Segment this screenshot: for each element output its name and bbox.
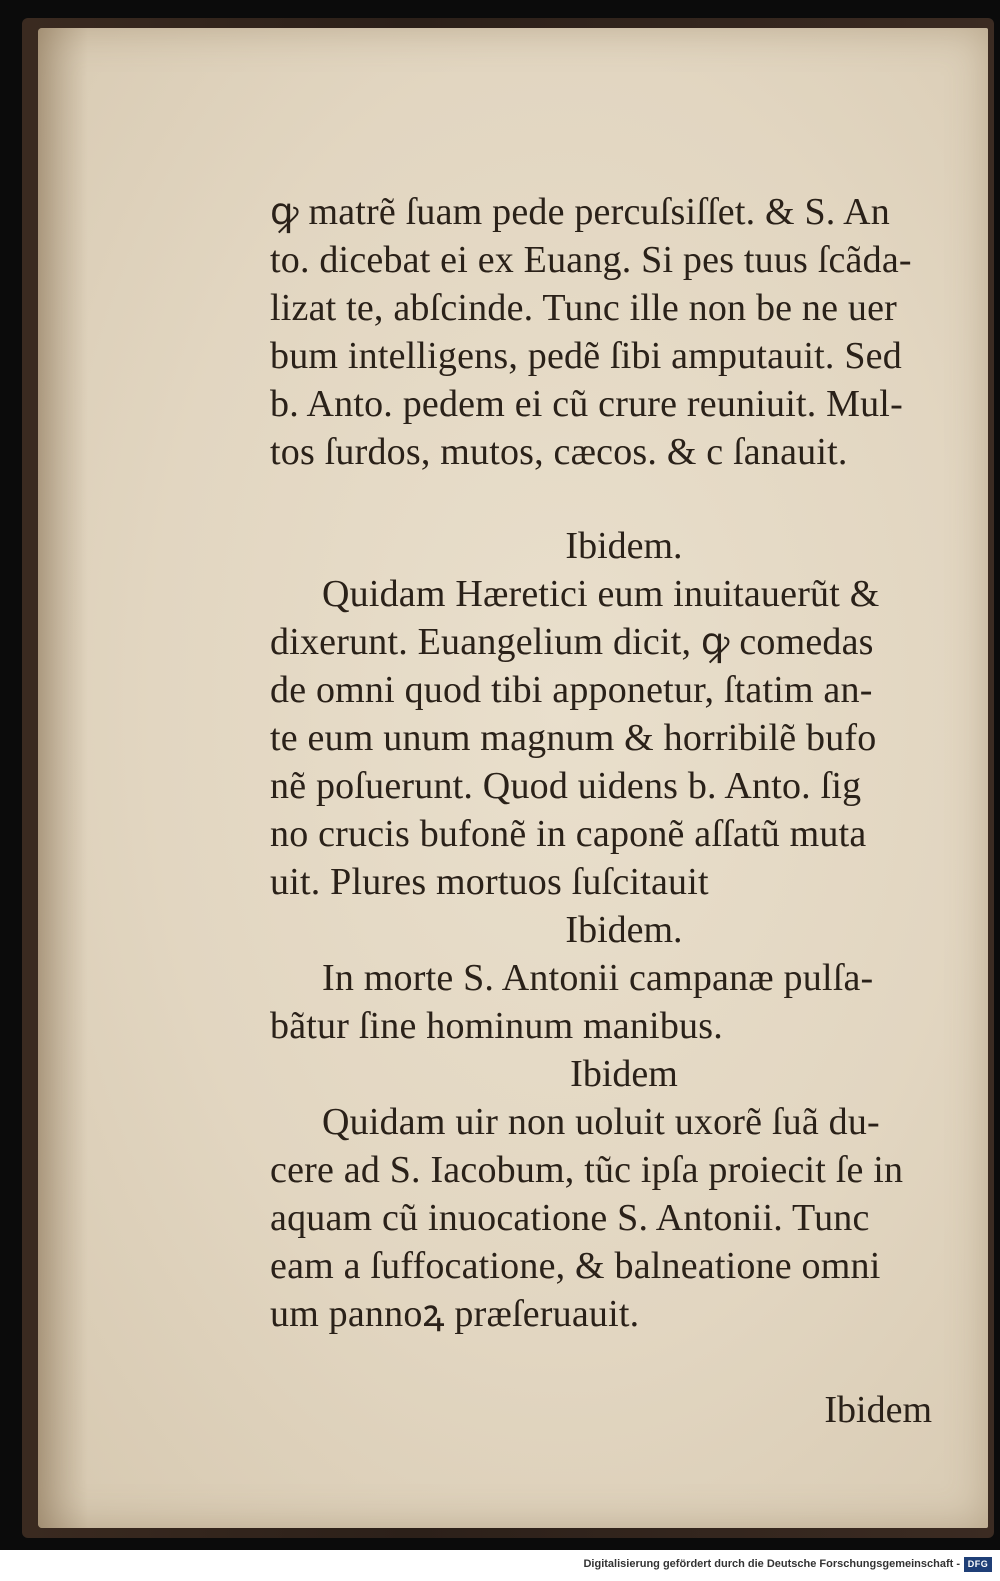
text-line: de omni quod tibi apponetur, ſtatim an- [270,669,873,711]
text-line: b. Anto. pedem ei cũ crure reuniuit. Mul- [270,383,903,425]
dfg-logo: DFG [964,1557,992,1572]
paragraph-2 [270,570,978,906]
paragraph-1 [270,188,978,476]
section-heading: Ibidem. [565,909,683,951]
page-text [270,188,978,1338]
text-line: lizat te, abſcinde. Tunc ille non be ne uer [270,287,897,329]
paragraph-4 [270,1098,978,1338]
text-line: bãtur ſine hominum manibus. [270,1005,723,1047]
text-line: uit. Plures mortuos ſuſcitauit [270,861,709,903]
text-line: to. dicebat ei ex Euang. Si pes tuus ſcãda- [270,239,912,281]
text-line: Quidam Hæretici eum inuitauerũt & [322,573,880,615]
text-line: In morte S. Antonii campanæ pulſa- [322,957,874,999]
text-line: aquam cũ inuocatione S. Antonii. Tunc [270,1197,870,1239]
text-line: Quidam uir non uoluit uxorẽ ſuã du- [322,1101,880,1143]
footer-strip [0,1550,1000,1581]
section-heading: Ibidem [570,1053,678,1095]
text-line: um pannoꝝ præſeruauit. [270,1293,640,1335]
text-line: dixerunt. Euangelium dicit, ꝙ comedas [270,621,874,663]
text-line: eam a ſuffocatione, & balneatione omni [270,1245,881,1287]
catchword: Ibidem [824,1389,932,1431]
text-line: nẽ poſuerunt. Quod uidens b. Anto. ſig [270,765,862,807]
text-line: bum intelligens, pedẽ ſibi amputauit. Sed [270,335,902,377]
text-line: tos ſurdos, mutos, cæcos. & c ſanauit. [270,431,848,473]
spacer [270,476,978,522]
section-heading: Ibidem. [565,525,683,567]
text-line: ꝙ matrẽ ſuam pede percuſsiſſet. & S. An [270,191,890,233]
paragraph-3 [270,954,978,1050]
text-line: cere ad S. Iacobum, tũc ipſa proiecit ſe in [270,1149,904,1191]
funding-credit: Digitalisierung gefördert durch die Deutsche Forschungsgemeinschaft - [583,1558,960,1570]
text-line: no crucis bufonẽ in caponẽ aſſatũ muta [270,813,867,855]
book-page [38,28,988,1528]
text-line: te eum unum magnum & horribilẽ bufo [270,717,877,759]
